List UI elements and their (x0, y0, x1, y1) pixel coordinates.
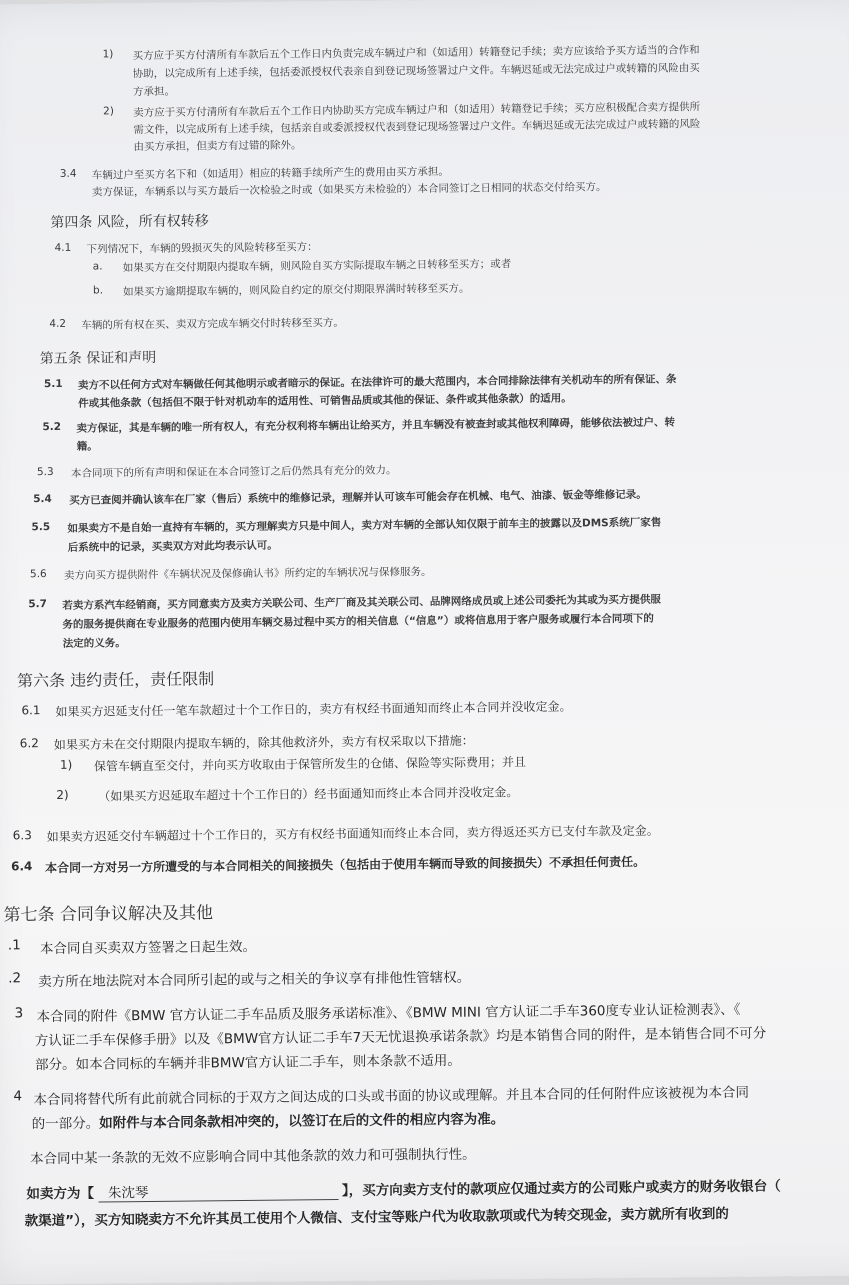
clause-text: 方承担。 (132, 85, 176, 99)
clause-text: 如果卖方迟延交付车辆超过十个工作日的，买方有权经书面通知而终止本合同，卖方得返还买方已支付车款及定金。 (46, 823, 659, 845)
clause-text: 务的服务提供商在专业服务的范围内使用车辆交易过程中买方的相关信息（“信息”）或将信息用于客户服务或履行本合同项下的 (62, 612, 654, 631)
item-number: b. (92, 284, 104, 297)
clause-text: 卖方所在地法院对本合同所引起的或与之相关的争议享有排他性管辖权。 (38, 969, 471, 991)
clause-number: 4.1 (54, 241, 72, 254)
item-number: 1) (59, 757, 73, 772)
clause-number: 5.6 (29, 568, 47, 581)
clause-text: 本合同中某一条款的无效不应影响合同中其他条款的效力和可强制执行性。 (30, 1146, 476, 1168)
clause-text: 下列情况下，车辆的毁损灭失的风险转移至买方： (86, 241, 318, 256)
clause-number: 5.7 (28, 598, 47, 611)
seller-name-field[interactable]: 朱沈琴 (98, 1179, 338, 1203)
clause-text: 籍。 (76, 440, 98, 453)
clause-text: 件或其他条款（包括但不限于针对机动车的适用性、可销售品质或其他的保证、条件或其他条款）的适用。 (78, 392, 572, 410)
clause-text-bold: 如附件与本合同条款相冲突的，以签订在后的文件的相应内容为准。 (99, 1111, 505, 1132)
seller-suffix: 】，买方向卖方支付的款项应仅通过卖方的公司账户或卖方的财务收银台（ (341, 1178, 781, 1199)
clause-text: 本合同将替代所有此前就合同标的于双方之间达成的口头或书面的协议或理解。并且本合同的任何附件应该被视为本合同 (33, 1084, 750, 1109)
clause-text: 本合同项下的所有声明和保证在本合同签订之后仍然具有充分的效力。 (70, 464, 397, 480)
clause-number: 6.2 (19, 736, 39, 751)
section-title: 第五条 保证和声明 (39, 349, 157, 368)
clause-text: 若卖方系汽车经销商，买方同意卖方及卖方关联公司、生产厂商及其关联公司、品牌网络成员或上述公司委托为其或为买方提供服 (62, 593, 661, 612)
clause-text: 款渠道”），买方知晓卖方不允许其员工使用个人微信、支付宝等账户代为收取款项或代为转交现金，卖方就所有收到的 (24, 1205, 729, 1230)
clause-text: 卖方不以任何方式对车辆做任何其他明示或者暗示的保证。在法律许可的最大范围内，本合同排除法律有关机动车的所有保证、条 (77, 373, 677, 392)
clause-number: 6.3 (12, 828, 32, 843)
clause-text: 需文件，以完成所有上述手续，包括亲自或委派授权代表到登记现场签署过户文件。车辆迟延或无法完成过户或转籍的风险 (133, 118, 701, 137)
clause-number: 5.4 (33, 492, 52, 506)
section-title: 第六条 违约责任，责任限制 (17, 669, 215, 691)
item-number: 1) (102, 48, 114, 61)
clause-text: 卖方保证，车辆系以与买方最后一次检验之时或（如果买方未检验的）本合同签订之日相同的状态交付给买方。 (91, 181, 607, 199)
clause-text: 车辆过户至买方名下和（如适用）相应的转籍手续所产生的费用由买方承担。 (91, 165, 449, 182)
clause-text-part: 的一部分。 (31, 1115, 100, 1133)
clause-text: 后系统中的记录，买卖双方对此均表示认可。 (67, 539, 278, 554)
item-number: 2) (103, 105, 114, 118)
clause-text: 卖方应于买方付清所有车款后五个工作日内协助买方完成车辆过户和（如适用）转籍登记手续；买方应积极配合卖方提供所 (133, 101, 701, 120)
clause-text: 由买方承担，但卖方有过错的除外。 (133, 139, 302, 154)
clause-number: 4 (13, 1088, 23, 1105)
section-title: 第七条 合同争议解决及其他 (3, 903, 214, 926)
clause-text: 如果卖方不是自始一直持有车辆的，买方理解卖方只是中间人，卖方对车辆的全部认知仅限于前车主的披露以及DMS系统厂家售 (67, 516, 662, 535)
clause-text: 本合同自买卖双方签署之日起生效。 (39, 938, 256, 958)
clause-text: 买方已查阅并确认该车在厂家（售后）系统中的维修记录，理解并认可该车可能会存在机械、电气、油漆、钣金等维修记录。 (69, 488, 647, 507)
clause-text: 卖方向买方提供附件《车辆状况及保修确认书》所约定的车辆状况与保修服务。 (63, 566, 432, 582)
clause-text: 本合同的附件《BMW 官方认证二手车品质及服务承诺标准》、《BMW MINI 官方认证二手车360度专业认证检测表》、《 (36, 1001, 741, 1026)
clause-text: 协助，以完成所有上述手续，包括委派授权代表亲自到登记现场签署过户文件。车辆迟延或无法完成过户或转籍的风险由买 (132, 62, 700, 81)
clause-text: 如果买方未在交付期限内提取车辆的，除其他救济外，卖方有权采取以下措施： (53, 733, 474, 752)
clause-text: 如果买方迟延支付任一笔车款超过十个工作日的，卖方有权经书面通知而终止本合同并没收定金。 (55, 699, 572, 719)
clause-number: 5.1 (43, 377, 63, 391)
clause-text: 车辆的所有权在买、卖双方完成车辆交付时转移至买方。 (81, 316, 344, 332)
clause-number: 4.2 (49, 317, 67, 331)
clause-number: .1 (7, 937, 21, 954)
clause-text: （如果买方迟延取车超过十个工作日的）经书面通知而终止本合同并没收定金。 (98, 785, 519, 804)
clause-number: 6.4 (10, 859, 33, 874)
clause-text: 法定的义务。 (62, 637, 126, 650)
item-number: a. (92, 260, 103, 273)
clause-text: 如果买方在交付期限内提取车辆，则风险自买方实际提取车辆之日转移至买方；或者 (122, 258, 512, 275)
clause-number: 5.5 (31, 521, 51, 534)
clause-text: 部分。如本合同标的车辆并非BMW官方认证二手车，则本条款不适用。 (35, 1052, 461, 1074)
clause-text (32, 1107, 505, 1132)
clause-text: 保管车辆直至交付，并向买方收取由于保管所发生的仓储、保险等实际费用；并且 (93, 755, 527, 774)
clause-number: .2 (8, 970, 22, 987)
clause-number: 3.4 (59, 167, 77, 180)
clause-text: 卖方保证，其是车辆的唯一所有权人，有充分权利将车辆出让给买方，并且车辆没有被查封或其他权利障碍，能够依法被过户、转 (76, 416, 676, 435)
clause-number: 6.1 (21, 703, 41, 718)
seller-clause (26, 1174, 780, 1203)
clause-number: 5.3 (36, 465, 54, 479)
item-number: 2) (56, 787, 69, 802)
clause-text: 买方应于买方付清所有车款后五个工作日内负责完成车辆过户和（如适用）转籍登记手续；卖方应该给予买方适当的合作和 (132, 44, 700, 63)
clause-text: 本合同一方对另一方所遭受的与本合同相关的间接损失（包括由于使用车辆而导致的间接损失）不承担任何责任。 (44, 854, 646, 876)
section-title: 第四条 风险，所有权转移 (50, 213, 209, 231)
clause-text: 方认证二手车保修手册》以及《BMW官方认证二手车7天无忧退换承诺条款》均是本销售合同的附件，是本销售合同不可分 (34, 1025, 767, 1050)
seller-prefix: 如卖方为【 (26, 1185, 95, 1203)
clause-number: 5.2 (42, 420, 62, 434)
clause-text: 如果买方逾期提取车辆的，则风险自约定的原交付期限界满时转移至买方。 (122, 282, 470, 299)
clause-number: 3 (14, 1005, 24, 1022)
